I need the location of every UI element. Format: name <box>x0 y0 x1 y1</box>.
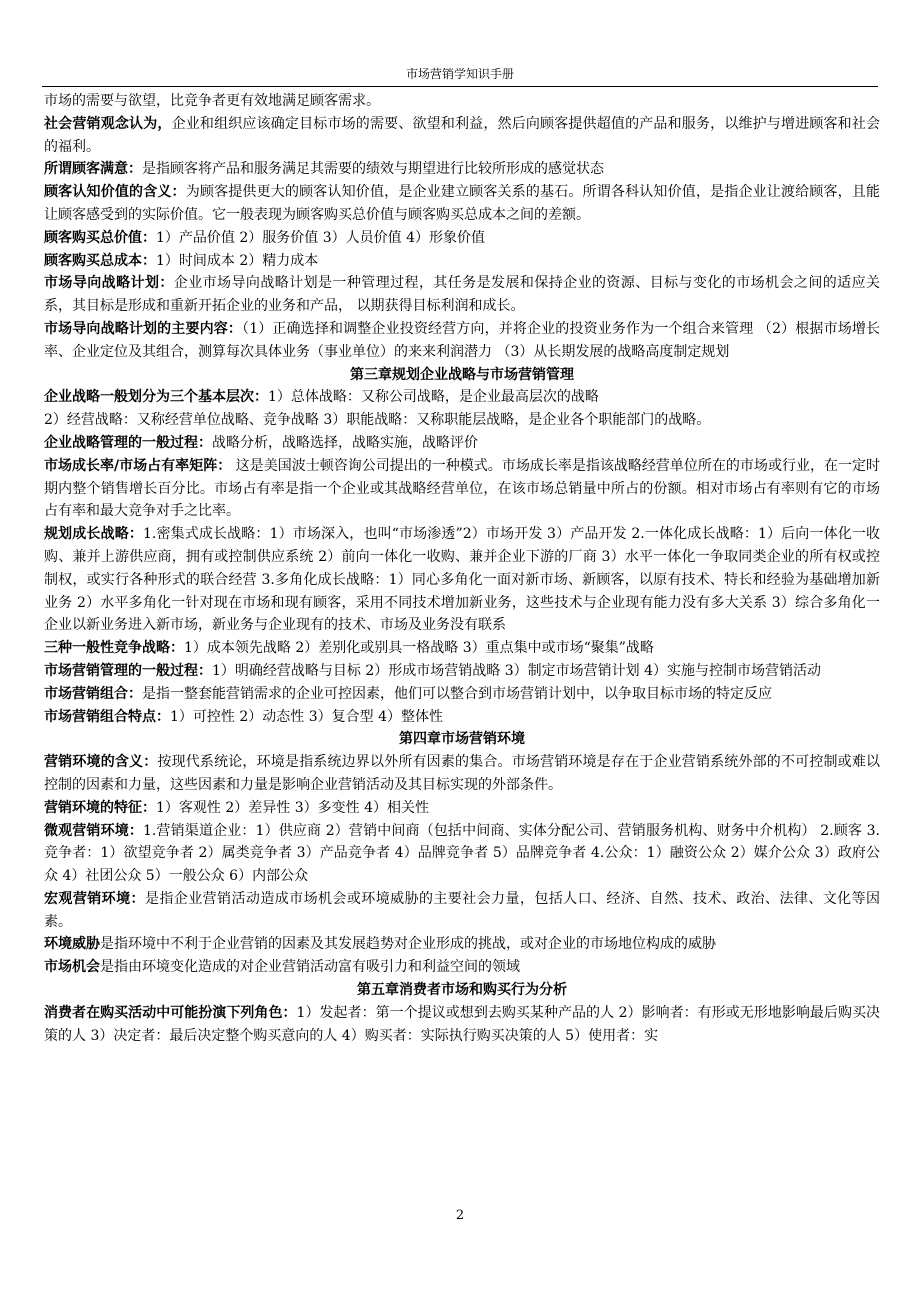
term-label: 营销环境的特征： <box>44 799 156 816</box>
paragraph <box>44 1002 880 1048</box>
term-label: 消费者在购买活动中可能扮演下列角色： <box>44 1004 297 1021</box>
paragraph <box>44 386 880 409</box>
paragraph <box>44 455 880 523</box>
paragraph <box>44 523 880 637</box>
paragraph <box>44 181 880 227</box>
term-label: 市场营销组合特点： <box>44 708 170 725</box>
paragraph-text: （1）正确选择和调整企业投资经营方向，并将企业的投资业务作为一个组合来管理 （2）根据市场增长率、企业定位及其组合，测算每次具体业务（事业单位）的来来利润潜力 （3）从长期发展的战略高度制定规划 <box>44 320 881 360</box>
term-label: 市场营销管理的一般过程： <box>44 662 212 679</box>
chapter-heading: 第五章消费者市场和购买行为分析 <box>357 982 567 999</box>
term-label: 市场导向战略计划： <box>44 275 174 292</box>
paragraph-text: 1）总体战略：又称公司战略，是企业最高层次的战略 <box>268 389 599 406</box>
paragraph <box>44 683 880 706</box>
term-label: 市场营销组合： <box>44 685 142 702</box>
term-label: 企业战略一般划分为三个基本层次： <box>44 389 268 406</box>
paragraph-text: 1）发起者：第一个提议或想到去购买某种产品的人 2）影响者：有形或无形地影响最后购买决策的人 3）决定者：最后决定整个购买意向的人 4）购买者：实际执行购买决策的人 5）使用者：实 <box>44 1004 881 1044</box>
term-label: 市场成长率/市场占有率矩阵： <box>44 457 232 474</box>
term-label: 市场导向战略计划的主要内容： <box>44 320 243 337</box>
paragraph <box>44 432 880 455</box>
page-number: 2 <box>455 1208 465 1223</box>
paragraph <box>44 227 880 250</box>
term-label: 规划成长战略： <box>44 526 143 543</box>
paragraph <box>44 318 880 364</box>
paragraph <box>44 113 880 159</box>
term-label: 社会营销观念认为， <box>44 115 172 132</box>
paragraph-text: 为顾客提供更大的顾客认知价值，是企业建立顾客关系的基石。所谓各科认知价值，是指企业让渡给顾客，且能让顾客感受到的实际价值。它一般表现为顾客购买总价值与顾客购买总成本之间的差额。 <box>44 184 881 223</box>
term-label: 微观营销环境： <box>44 822 144 839</box>
paragraph-text: 企业市场导向战略计划是一种管理过程，其任务是发展和保持企业的资源、目标与变化的市场机会之间的适应关系，其目标是形成和重新开拓企业的业务和产品， 以期获得目标利润和成长。 <box>44 275 881 315</box>
paragraph <box>44 888 880 934</box>
paragraph <box>44 933 880 956</box>
term-label: 顾客认知价值的含义： <box>44 184 186 201</box>
paragraph-text: 是指顾客将产品和服务满足其需要的绩效与期望进行比较所形成的感觉状态 <box>142 161 604 178</box>
term-label: 顾客购买总成本： <box>44 252 156 269</box>
paragraph-text: 市场的需要与欲望，比竞争者更有效地满足顾客需求。 <box>44 93 380 109</box>
paragraph-text: 1）时间成本 2）精力成本 <box>156 252 319 269</box>
paragraph-text: 企业和组织应该确定目标市场的需要、欲望和利益，然后向顾客提供超值的产品和服务，以维护与增进顾客和社会的福利。 <box>44 115 881 155</box>
paragraph <box>44 820 880 888</box>
paragraph-text: 2）经营战略：又称经营单位战略、竞争战略 3）职能战略：又称职能层战略，是企业各个职能部门的战略。 <box>44 412 711 429</box>
document-body <box>44 90 880 1047</box>
paragraph-text: 战略分析，战略选择，战略实施，战略评价 <box>212 434 478 451</box>
chapter-heading: 第四章市场营销环境 <box>399 731 525 748</box>
paragraph <box>44 660 880 683</box>
paragraph-text: 1.营销渠道企业：1）供应商 2）营销中间商（包括中间商、实体分配公司、营销服务机构、财务中介机构） 2.顾客 3.竞争者：1）欲望竞争者 2）属类竞争者 3）产品竞争者 4）品牌竞争者 5）品牌竞争者 4.公众：1）融资公众 2）媒介公众 3）政府公众 4）社团公众 5）一般公众 6）内部公众 <box>44 822 880 885</box>
term-label: 市场机会 <box>44 959 100 976</box>
paragraph-text: 1）明确经营战略与目标 2）形成市场营销战略 3）制定市场营销计划 4）实施与控制市场营销活动 <box>212 662 821 679</box>
paragraph-text: 是指由环境变化造成的对企业营销活动富有吸引力和利益空间的领域 <box>100 959 520 976</box>
paragraph <box>44 956 880 979</box>
paragraph <box>44 90 880 113</box>
paragraph <box>44 751 880 797</box>
paragraph <box>44 158 880 181</box>
paragraph-text: 1）客观性 2）差异性 3）多变性 4）相关性 <box>156 799 429 816</box>
chapter-heading: 第三章规划企业战略与市场营销管理 <box>350 366 574 383</box>
paragraph <box>44 409 880 432</box>
paragraph-text: 是指一整套能营销需求的企业可控因素，他们可以整合到市场营销计划中，以争取目标市场的特定反应 <box>142 685 772 702</box>
term-label: 所谓顾客满意： <box>44 161 142 178</box>
term-label: 企业战略管理的一般过程： <box>44 434 212 451</box>
page-header <box>42 64 878 87</box>
paragraph-text: 1）可控性 2）动态性 3）复合型 4）整体性 <box>170 708 443 725</box>
paragraph-text: 这是美国波士顿咨询公司提出的一种模式。市场成长率是指该战略经营单位所在的市场或行业，在一定时期内整个销售增长百分比。市场占有率是指一个企业或其战略经营单位，在该市场总销量中所占的份额。相对市场占有率则有它的市场占有率和最大竞争对手之比率。 <box>44 457 880 520</box>
paragraph-text: 1）成本领先战略 2）差别化或别具一格战略 3）重点集中或市场“聚集”战略 <box>184 640 654 657</box>
paragraph <box>44 706 880 729</box>
paragraph <box>44 272 880 318</box>
paragraph <box>44 637 880 660</box>
paragraph-text: 是指环境中不利于企业营销的因素及其发展趋势对企业形成的挑战，或对企业的市场地位构成的威胁 <box>100 936 716 953</box>
paragraph-text: 1.密集式成长战略：1）市场深入，也叫“市场渗透”2）市场开发 3）产品开发 2.一体化成长战略：1）后向一体化一收购、兼并上游供应商，拥有或控制供应系统 2）前向一体化一收购、兼并企业下游的厂商 3）水平一体化一争取同类企业的所有权或控制权，或实行各种形式的联合经营 3.多角化成长战略：1）同心多角化一面对新市场、新顾客，以原有技术、特长和经验为基础增加新业务 2）水平多角化一针对现在市场和现有顾客，采用不同技术增加新业务，这些技术与企业现有能力没有多大关系 3）综合多角化一企业以新业务进入新市场，新业务与企业现有的技术、市场及业务没有联系 <box>44 526 880 634</box>
paragraph-text: 1）产品价值 2）服务价值 3）人员价值 4）形象价值 <box>156 229 485 246</box>
paragraph <box>44 250 880 273</box>
term-label: 宏观营销环境： <box>44 890 145 907</box>
term-label: 顾客购买总价值： <box>44 229 156 246</box>
term-label: 营销环境的含义： <box>44 754 158 771</box>
paragraph-text: 按现代系统论，环境是指系统边界以外所有因素的集合。市场营销环境是存在于企业营销系统外部的不可控制或难以控制的因素和力量，这些因素和力量是影响企业营销活动及其目标实现的外部条件。 <box>44 754 881 793</box>
paragraph-text: 是指企业营销活动造成市场机会或环境威胁的主要社会力量，包括人口、经济、自然、技术、政治、法律、文化等因素。 <box>44 890 881 930</box>
term-label: 三种一般性竞争战略： <box>44 640 184 657</box>
header-title: 市场营销学知识手册 <box>405 67 514 81</box>
term-label: 环境威胁 <box>44 936 100 953</box>
paragraph <box>44 797 880 820</box>
